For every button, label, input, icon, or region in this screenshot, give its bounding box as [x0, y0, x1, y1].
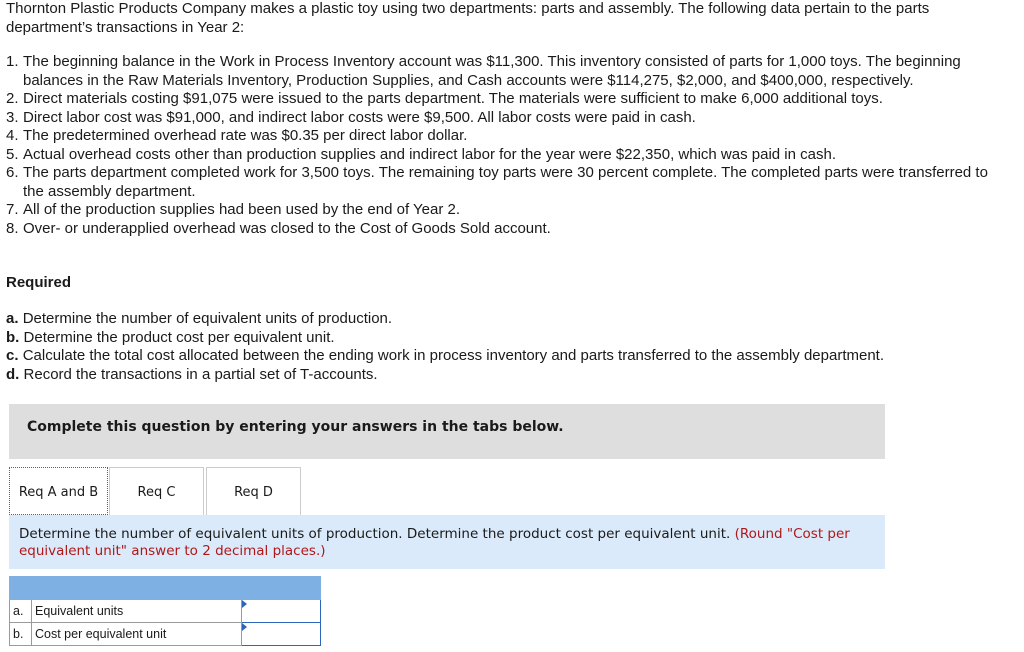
list-item — [6, 127, 996, 146]
required-item — [6, 310, 1006, 329]
item-number: 7. — [6, 201, 19, 218]
input-marker-icon — [242, 600, 247, 608]
banner-text: Complete this question by entering your answers in the tabs below. — [27, 419, 564, 435]
table-row — [10, 623, 321, 646]
tab-req-a-and-b[interactable] — [9, 467, 108, 515]
tab-req-c[interactable] — [109, 467, 204, 515]
equivalent-units-cell — [242, 600, 321, 623]
required-letter: c. — [6, 347, 19, 364]
answer-table-header — [10, 577, 321, 600]
item-text: The predetermined overhead rate was $0.35 per direct labor dollar. — [23, 127, 468, 144]
list-item — [6, 220, 996, 239]
item-number: 6. — [6, 164, 19, 181]
item-text: Direct labor cost was $91,000, and indirect labor costs were $9,500. All labor costs were paid in cash. — [23, 108, 696, 126]
item-number: 3. — [6, 108, 19, 126]
item-number: 1. — [6, 53, 19, 70]
row-letter: a. — [10, 600, 32, 623]
rounding-note: (Round "Cost per equivalent unit" answer to 2 decimal places.) — [19, 526, 850, 559]
required-letter: a. — [6, 310, 19, 327]
list-item — [6, 164, 996, 201]
tab-label: Req D — [234, 485, 273, 500]
item-text: Direct materials costing $91,075 were issued to the parts department. The materials were sufficient to make 6,000 additional toys. — [23, 90, 883, 107]
transaction-list — [6, 53, 996, 238]
required-letter: b. — [6, 328, 20, 346]
item-number: 4. — [6, 127, 19, 144]
item-number: 8. — [6, 219, 19, 237]
table-row — [10, 600, 321, 623]
tab-instructions — [9, 515, 885, 569]
answer-table — [9, 576, 321, 646]
required-letter: d. — [6, 365, 20, 383]
cost-per-unit-cell — [242, 623, 321, 646]
instructions-banner — [9, 404, 885, 459]
item-number: 5. — [6, 145, 19, 163]
instruction-text: Determine the number of equivalent units of production. Determine the product cost per equivalent unit. — [19, 526, 731, 542]
required-text: Determine the product cost per equivalent unit. — [23, 328, 335, 346]
required-list — [6, 310, 1006, 384]
item-text: Actual overhead costs other than production supplies and indirect labor for the year were $22,350, which was paid in cash. — [23, 145, 836, 163]
tab-label: Req A and B — [18, 485, 99, 500]
equivalent-units-input[interactable] — [242, 601, 320, 621]
item-text: The parts department completed work for 3,500 toys. The remaining toy parts were 30 percent complete. The completed parts were transferred to the assembly department. — [23, 164, 988, 200]
required-text: Record the transactions in a partial set of T-accounts. — [23, 365, 378, 383]
row-label: Cost per equivalent unit — [32, 623, 242, 646]
required-heading: Required — [6, 274, 72, 291]
list-item — [6, 146, 996, 165]
tab-label: Req C — [137, 485, 176, 500]
list-item — [6, 90, 996, 109]
required-item — [6, 366, 1006, 385]
item-text: All of the production supplies had been used by the end of Year 2. — [23, 201, 460, 218]
item-number: 2. — [6, 90, 19, 107]
required-text: Calculate the total cost allocated between the ending work in process inventory and parts transferred to the assembly department. — [22, 347, 885, 364]
required-item — [6, 347, 1006, 366]
required-text: Determine the number of equivalent units of production. — [22, 310, 393, 327]
required-item — [6, 329, 1006, 348]
input-marker-icon — [242, 623, 247, 631]
cost-per-equivalent-unit-input[interactable] — [242, 624, 320, 644]
row-letter: b. — [10, 623, 32, 646]
row-label: Equivalent units — [32, 600, 242, 623]
list-item — [6, 53, 996, 90]
problem-intro: Thornton Plastic Products Company makes a plastic toy using two departments: parts and assembly. The following data pertain to the parts department’s transactions in Year 2: — [6, 0, 930, 36]
tab-req-d[interactable] — [206, 467, 301, 515]
item-text: Over- or underapplied overhead was closed to the Cost of Goods Sold account. — [23, 219, 551, 237]
item-text: The beginning balance in the Work in Process Inventory account was $11,300. This inventory consisted of parts for 1,000 toys. The beginning balances in the Raw Materials Inventory, Production Supplies, and Cash accounts were $114,275, $2,000, and $400,000, respectively. — [23, 53, 961, 89]
list-item — [6, 201, 996, 220]
list-item — [6, 109, 996, 128]
